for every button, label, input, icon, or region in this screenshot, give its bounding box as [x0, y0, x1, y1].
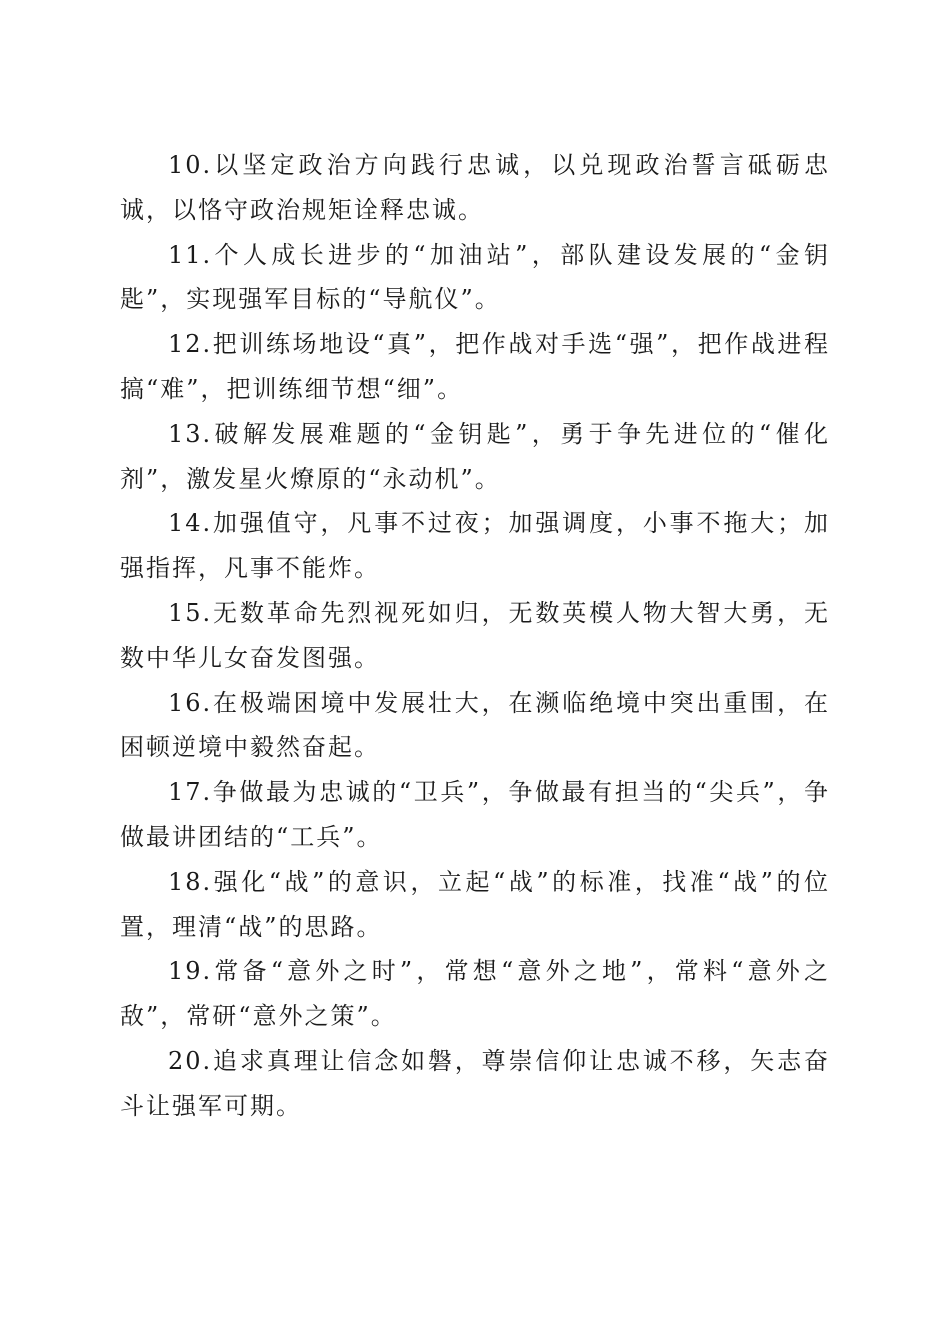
list-item-11: 11.个人成长进步的“加油站”，部队建设发展的“金钥匙”，实现强军目标的“导航仪”。: [120, 240, 830, 314]
list-item-19: 19.常备“意外之时”，常想“意外之地”，常料“意外之敌”，常研“意外之策”。: [120, 957, 830, 1031]
document-body: [120, 143, 830, 1129]
list-item-15: 15.无数革命先烈视死如归，无数英模人物大智大勇，无数中华儿女奋发图强。: [120, 598, 830, 672]
list-item-10: 10.以坚定政治方向践行忠诚，以兑现政治誓言砥砺忠诚，以恪守政治规矩诠释忠诚。: [120, 151, 830, 224]
list-item-13: 13.破解发展难题的“金钥匙”，勇于争先进位的“催化剂”，激发星火燎原的“永动机”。: [120, 419, 830, 493]
list-item-16: 16.在极端困境中发展壮大，在濒临绝境中突出重围，在困顿逆境中毅然奋起。: [120, 688, 830, 762]
list-item-20: 20.追求真理让信念如磐，尊崇信仰让忠诚不移，矢志奋斗让强军可期。: [120, 1046, 830, 1120]
list-item-18: 18.强化“战”的意识，立起“战”的标准，找准“战”的位置，理清“战”的思路。: [120, 867, 830, 941]
list-item-12: 12.把训练场地设“真”，把作战对手选“强”，把作战进程搞“难”，把训练细节想“细”。: [120, 330, 830, 403]
list-item-17: 17.争做最为忠诚的“卫兵”，争做最有担当的“尖兵”，争做最讲团结的“工兵”。: [120, 778, 830, 851]
list-item-14: 14.加强值守，凡事不过夜；加强调度，小事不拖大；加强指挥，凡事不能炸。: [120, 509, 830, 583]
